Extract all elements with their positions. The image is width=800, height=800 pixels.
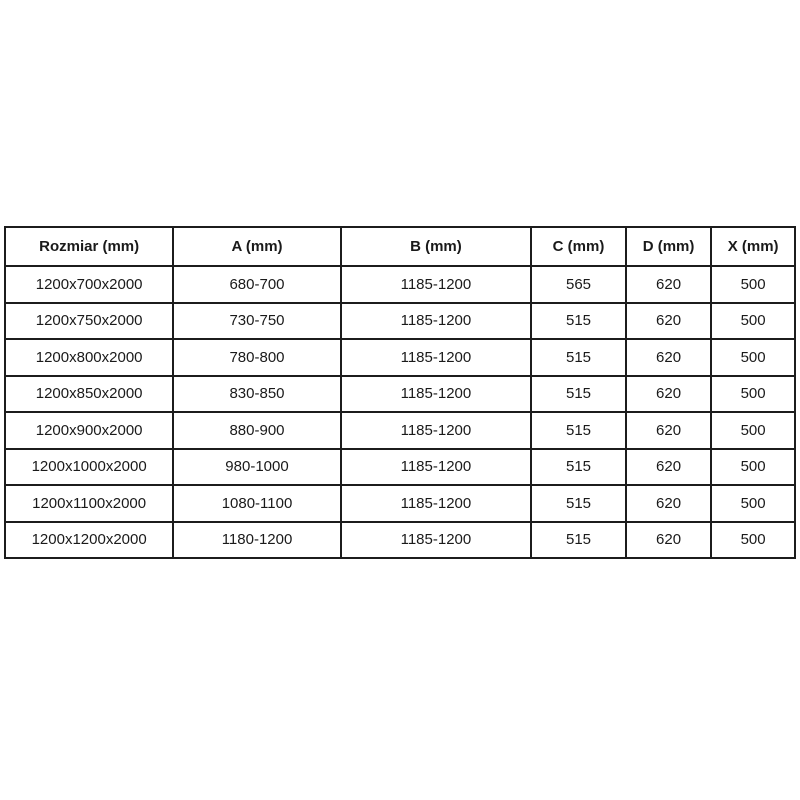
column-header: D (mm)	[626, 227, 711, 266]
table-cell: 500	[711, 412, 795, 449]
table-cell: 680-700	[173, 266, 340, 303]
table-cell: 515	[531, 449, 626, 486]
column-header: Rozmiar (mm)	[5, 227, 173, 266]
table-cell: 620	[626, 303, 711, 340]
table-cell: 830-850	[173, 376, 340, 413]
table-cell: 1200x750x2000	[5, 303, 173, 340]
table-cell: 515	[531, 522, 626, 559]
table-cell: 515	[531, 376, 626, 413]
table-cell: 620	[626, 449, 711, 486]
dimensions-table-container	[4, 226, 796, 559]
table-row	[5, 266, 795, 303]
table-cell: 620	[626, 485, 711, 522]
table-cell: 1185-1200	[341, 522, 531, 559]
header-row	[5, 227, 795, 266]
table-row	[5, 485, 795, 522]
column-header: A (mm)	[173, 227, 340, 266]
table-cell: 620	[626, 376, 711, 413]
table-cell: 500	[711, 522, 795, 559]
table-cell: 620	[626, 266, 711, 303]
table-cell: 1185-1200	[341, 376, 531, 413]
table-cell: 620	[626, 339, 711, 376]
table-row	[5, 449, 795, 486]
table-cell: 1185-1200	[341, 303, 531, 340]
table-cell: 1200x850x2000	[5, 376, 173, 413]
table-cell: 880-900	[173, 412, 340, 449]
table-row	[5, 412, 795, 449]
table-cell: 1185-1200	[341, 412, 531, 449]
table-cell: 515	[531, 303, 626, 340]
table-cell: 1180-1200	[173, 522, 340, 559]
table-cell: 500	[711, 485, 795, 522]
table-cell: 620	[626, 522, 711, 559]
table-cell: 980-1000	[173, 449, 340, 486]
table-cell: 1200x1200x2000	[5, 522, 173, 559]
table-cell: 500	[711, 303, 795, 340]
table-row	[5, 339, 795, 376]
table-cell: 1200x700x2000	[5, 266, 173, 303]
table-cell: 515	[531, 485, 626, 522]
table-cell: 500	[711, 376, 795, 413]
table-cell: 500	[711, 339, 795, 376]
table-cell: 515	[531, 339, 626, 376]
table-row	[5, 303, 795, 340]
column-header: B (mm)	[341, 227, 531, 266]
table-cell: 1185-1200	[341, 485, 531, 522]
table-cell: 515	[531, 412, 626, 449]
table-cell: 1200x800x2000	[5, 339, 173, 376]
table-cell: 1200x1100x2000	[5, 485, 173, 522]
table-cell: 500	[711, 266, 795, 303]
table-cell: 565	[531, 266, 626, 303]
table-cell: 1185-1200	[341, 339, 531, 376]
dimensions-table	[4, 226, 796, 559]
table-row	[5, 376, 795, 413]
table-cell: 1185-1200	[341, 266, 531, 303]
table-cell: 780-800	[173, 339, 340, 376]
table-cell: 1200x1000x2000	[5, 449, 173, 486]
column-header: X (mm)	[711, 227, 795, 266]
table-cell: 1080-1100	[173, 485, 340, 522]
table-row	[5, 522, 795, 559]
table-cell: 1185-1200	[341, 449, 531, 486]
table-cell: 1200x900x2000	[5, 412, 173, 449]
column-header: C (mm)	[531, 227, 626, 266]
table-cell: 620	[626, 412, 711, 449]
table-cell: 730-750	[173, 303, 340, 340]
table-cell: 500	[711, 449, 795, 486]
